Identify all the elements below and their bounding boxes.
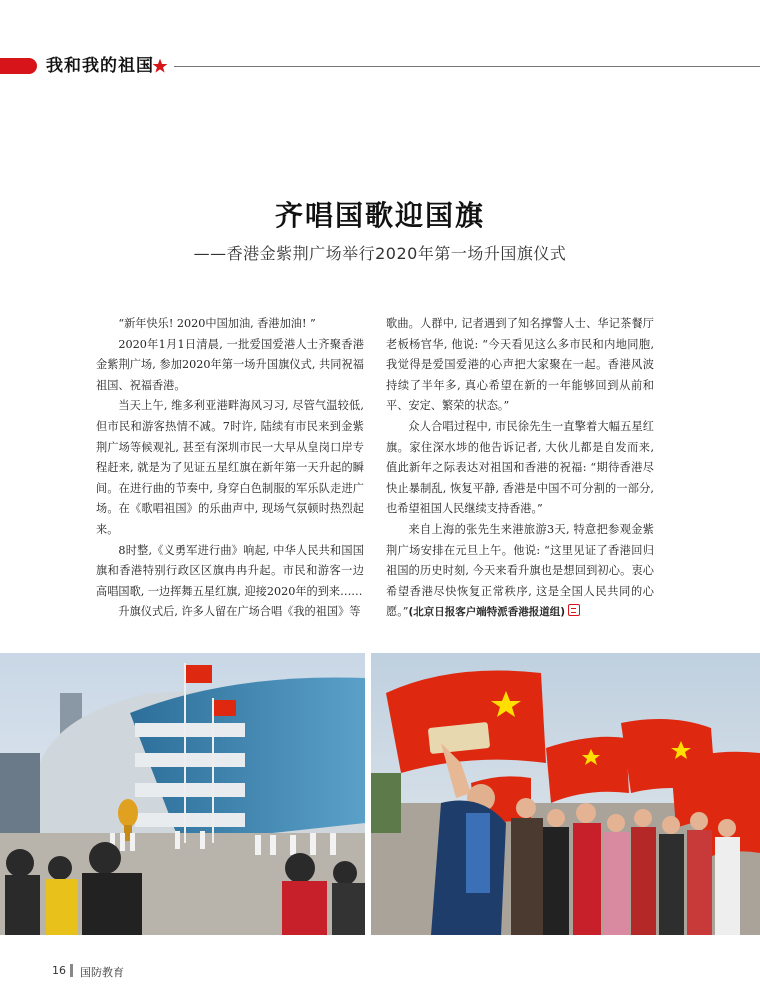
crowd-waving-flags-photo xyxy=(371,653,760,935)
article-credit: (北京日报客户端特派香港报道组) xyxy=(408,606,566,619)
paragraph: 当天上午, 维多利亚港畔海风习习, 尽管气温较低, 但市民和游客热情不减。7时许, 陆续有市民来到金紫荆广场等候观礼, 甚至有深圳市民一大早从皇岗口岸专程赶来, 就是为了见证五星红旗在新年第一天升起的瞬间。在进行曲的节奏中, 身穿白色制服的军乐队走进广场。在《歌唱祖国》的乐曲声中, 现场气氛顿时热烈起来。 xyxy=(96,399,364,536)
footer-separator xyxy=(70,964,73,977)
paragraph: 8时整,《义勇军进行曲》响起, 中华人民共和国国旗和香港特别行政区区旗冉冉升起。市民和游客一边高唱国歌, 一边挥舞五星红旗, 迎接2020年的到来…… xyxy=(96,543,364,598)
article-column-left xyxy=(96,314,364,623)
paragraph: 2020年1月1日清晨, 一批爱国爱港人士齐聚香港金紫荆广场, 参加2020年第一场升国旗仪式, 共同祝福祖国、祝福香港。 xyxy=(96,337,364,392)
flag-raising-ceremony-photo xyxy=(0,653,365,935)
article-subtitle: ——香港金紫荆广场举行2020年第一场升国旗仪式 xyxy=(193,244,567,263)
header-divider xyxy=(174,66,760,67)
paragraph xyxy=(386,520,654,623)
paragraph-text: 来自上海的张先生来港旅游3天, 特意把参观金紫荆广场安排在元旦上午。他说: “这里见证了香港回归祖国的历史时刻, 今天来看升旗也是想回到初心。衷心希望香港尽快恢复正常秩序, 这是全国人民共同的心愿。” xyxy=(386,522,654,619)
article-column-right xyxy=(386,314,654,623)
magazine-name: 国防教育 xyxy=(80,966,124,979)
end-mark-icon xyxy=(568,604,580,616)
paragraph-continued: 歌曲。人群中, 记者遇到了知名撑警人士、华记茶餐厅老板杨官华, 他说: “今天看见这么多市民和内地同胞, 我觉得是爱国爱港的心声把大家聚在一起。香港风波持续了半年多, 真心希望在新的一年能够回到从前和平、安定、繁荣的状态。” xyxy=(386,317,654,413)
paragraph: “新年快乐! 2020中国加油, 香港加油! ” xyxy=(118,317,316,330)
page-number: 16 xyxy=(52,964,66,977)
article-title: 齐唱国歌迎国旗 xyxy=(274,199,485,232)
star-icon xyxy=(152,58,168,74)
paragraph: 众人合唱过程中, 市民徐先生一直擎着大幅五星红旗。家住深水埗的他告诉记者, 大伙儿都是自发而来, 值此新年之际表达对祖国和香港的祝福: “期待香港尽快止暴制乱, 恢复平静, 香港是中国不可分割的一部分, 也希望祖国人民继续支持香港。” xyxy=(386,419,654,516)
section-label: 我和我的祖国 xyxy=(46,56,154,76)
section-tab-marker xyxy=(0,58,37,74)
paragraph: 升旗仪式后, 许多人留在广场合唱《我的祖国》等 xyxy=(118,605,361,619)
